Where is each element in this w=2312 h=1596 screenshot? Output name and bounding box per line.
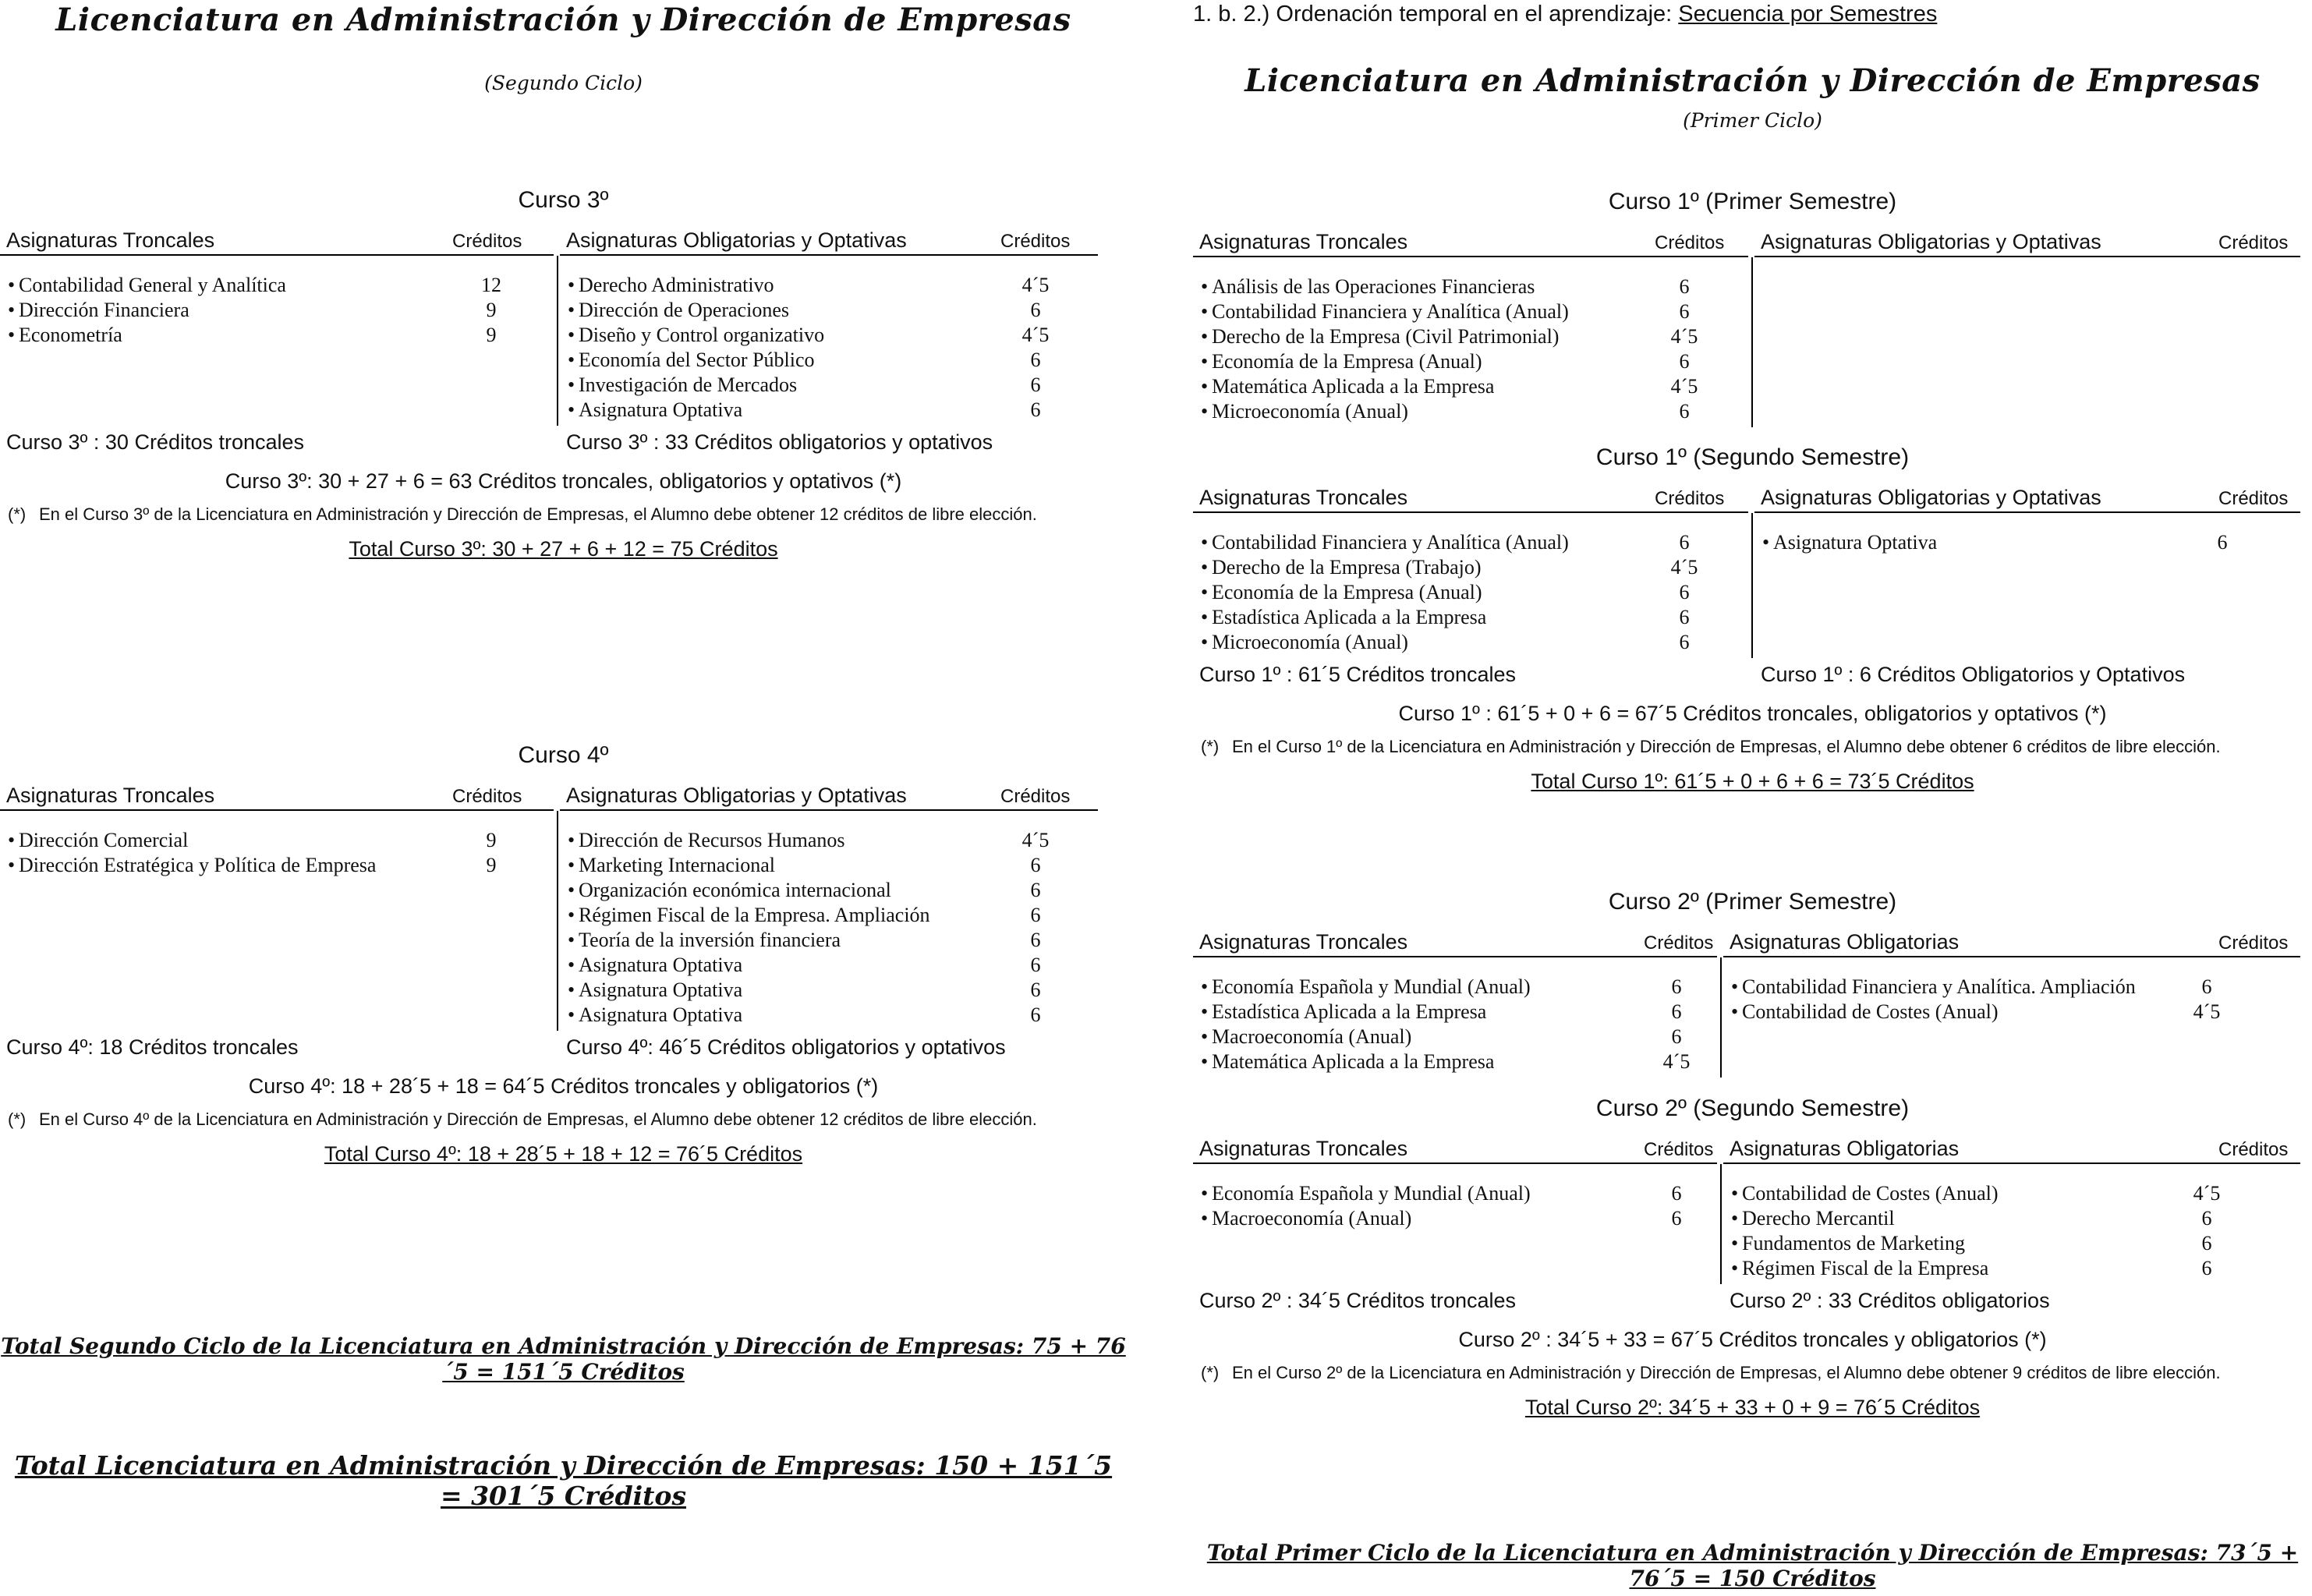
- subject-credits: 6: [1679, 531, 1690, 554]
- troncales-header: Asignaturas Troncales Créditos: [1193, 1133, 1717, 1164]
- troncal-row: • Dirección Estratégica y Política de Empresa 9: [0, 853, 554, 878]
- creditos-header: Créditos: [1000, 786, 1071, 807]
- subject-name: Economía de la Empresa (Anual): [1212, 581, 1482, 603]
- subject-name: Contabilidad Financiera y Analítica (Anual): [1212, 531, 1569, 554]
- obligatoria-row: • Organización económica internacional 6: [560, 878, 1098, 903]
- subject-credits: 6: [1030, 904, 1041, 926]
- subject-credits: 6: [1030, 954, 1041, 976]
- obligatoria-row: • Asignatura Optativa 6: [1754, 530, 2300, 555]
- subject-credits: 6: [1679, 350, 1690, 373]
- course-4: [0, 741, 1127, 1177]
- course-title: Curso 3º: [518, 187, 609, 213]
- course-summary: [1193, 1284, 2312, 1318]
- semester-2-2: [1193, 1094, 2312, 1431]
- subject-credits: 6: [1671, 1182, 1682, 1205]
- subject-name: Derecho Administrativo: [579, 274, 774, 296]
- semester-1-1: [1193, 187, 2312, 427]
- troncal-row: • Microeconomía (Anual) 6: [1193, 630, 1748, 655]
- subject-name: Contabilidad General y Analítica: [19, 274, 286, 296]
- course-table: [1193, 926, 2312, 1078]
- subject-credits: 4´5: [1021, 324, 1050, 346]
- column-divider: [1751, 513, 1753, 658]
- creditos-header: Créditos: [2218, 488, 2289, 509]
- creditos-header: Créditos: [1655, 488, 1725, 509]
- creditos-header: Créditos: [1644, 1139, 1714, 1160]
- obligatoria-row: • Marketing Internacional 6: [560, 853, 1098, 878]
- column-divider: [557, 811, 558, 1031]
- subject-name: Derecho Mercantil: [1742, 1207, 1895, 1230]
- subject-credits: 4´5: [1670, 325, 1698, 348]
- subject-credits: 12: [481, 274, 501, 296]
- troncal-row: • Economía de la Empresa (Anual) 6: [1193, 580, 1748, 605]
- course-table: [1193, 482, 2312, 658]
- subject-name: Estadística Aplicada a la Empresa: [1212, 606, 1487, 628]
- subject-name: Dirección Comercial: [19, 829, 189, 851]
- subject-name: Análisis de las Operaciones Financieras: [1212, 275, 1535, 298]
- course-summary: [1193, 658, 2312, 692]
- troncal-row: • Matemática Aplicada a la Empresa 4´5: [1193, 374, 1748, 399]
- subject-name: Matemática Aplicada a la Empresa: [1212, 375, 1495, 398]
- course-table: [0, 225, 1127, 426]
- subject-credits: 6: [1030, 854, 1041, 876]
- subject-credits: 6: [1679, 581, 1690, 603]
- creditos-header: Créditos: [452, 231, 522, 252]
- subject-credits: 6: [1671, 1000, 1682, 1023]
- course-total: Total Curso 1º: 61´5 + 0 + 6 + 6 = 73´5 Créditos: [1531, 770, 1974, 793]
- subject-credits: 6: [2201, 1207, 2212, 1230]
- left-page: [0, 0, 1127, 1596]
- creditos-header: Créditos: [2218, 232, 2289, 253]
- course-total: Total Curso 3º: 30 + 27 + 6 + 12 = 75 Créditos: [349, 537, 778, 561]
- course-3: [0, 186, 1127, 572]
- subject-name: Marketing Internacional: [579, 854, 775, 876]
- obligatoria-row: • Asignatura Optativa 6: [560, 1003, 1098, 1028]
- subject-name: Contabilidad de Costes (Anual): [1742, 1182, 1999, 1205]
- summary-obligatorios: Curso 1º : 6 Créditos Obligatorios y Optativos: [1761, 663, 2186, 686]
- column-divider: [1751, 257, 1753, 427]
- troncales-column: [0, 780, 554, 878]
- troncal-row: • Economía Española y Mundial (Anual) 6: [1193, 975, 1717, 1000]
- subject-credits: 4´5: [1021, 829, 1050, 851]
- subject-name: Economía del Sector Público: [579, 349, 815, 371]
- obligatoria-row: • Fundamentos de Marketing 6: [1723, 1231, 2300, 1256]
- semester-2-1: [1193, 887, 2312, 1078]
- column-divider: [1720, 1164, 1722, 1284]
- obligatoria-row: • Contabilidad de Costes (Anual) 4´5: [1723, 1000, 2300, 1024]
- troncal-row: • Análisis de las Operaciones Financieras 6: [1193, 274, 1748, 299]
- subject-credits: 6: [1671, 1207, 1682, 1230]
- obligatoria-row: • Dirección de Recursos Humanos 4´5: [560, 828, 1098, 853]
- subject-credits: 6: [2201, 1232, 2212, 1255]
- subject-name: Derecho de la Empresa (Civil Patrimonial): [1212, 325, 1560, 348]
- course-summary: [0, 426, 1127, 460]
- section-header-link: Secuencia por Semestres: [1678, 2, 1938, 27]
- right-subtitle: (Primer Ciclo): [1683, 109, 1822, 132]
- troncales-header: Asignaturas Troncales Créditos: [1193, 226, 1748, 257]
- obligatorias-column: [1723, 1133, 2300, 1281]
- troncales-column: [1193, 1133, 1717, 1231]
- troncal-row: • Matemática Aplicada a la Empresa 4´5: [1193, 1049, 1717, 1074]
- subject-credits: 6: [1679, 606, 1690, 628]
- section-header-prefix: 1. b. 2.) Ordenación temporal en el aprendizaje:: [1193, 2, 1679, 27]
- subject-name: Macroeconomía (Anual): [1212, 1025, 1412, 1048]
- subject-name: Dirección de Operaciones: [579, 299, 789, 321]
- subject-credits: 6: [1679, 400, 1690, 423]
- subject-credits: 6: [1679, 275, 1690, 298]
- subject-credits: 6: [1030, 879, 1041, 901]
- course-summary: [0, 1031, 1127, 1065]
- obligatoria-row: • Derecho Administrativo 4´5: [560, 273, 1098, 298]
- troncales-column: [1193, 226, 1748, 424]
- subject-name: Teoría de la inversión financiera: [579, 929, 841, 951]
- subject-name: Microeconomía (Anual): [1212, 631, 1408, 653]
- troncal-row: • Microeconomía (Anual) 6: [1193, 399, 1748, 424]
- subject-credits: 6: [1030, 349, 1041, 371]
- creditos-header: Créditos: [1655, 232, 1725, 253]
- left-subtitle: (Segundo Ciclo): [484, 72, 643, 94]
- summary-obligatorios: Curso 4º: 46´5 Créditos obligatorios y optativos: [566, 1035, 1006, 1059]
- summary-troncales: Curso 4º: 18 Créditos troncales: [6, 1035, 299, 1059]
- course-table: [1193, 1133, 2312, 1284]
- subject-name: Asignatura Optativa: [579, 978, 743, 1001]
- subject-credits: 6: [1671, 1025, 1682, 1048]
- troncal-row: • Macroeconomía (Anual) 6: [1193, 1024, 1717, 1049]
- libre-eleccion-note: (*) En el Curso 1º de la Licenciatura en Administración y Dirección de Empresas, el Alumno debe obtener 6 créditos de libre elección.: [1201, 737, 2221, 756]
- total-licenciatura: Total Licenciatura en Administración y Dirección de Empresas: 150 + 151´5 = 301´5 Créditos: [14, 1450, 1113, 1511]
- subject-credits: 9: [486, 854, 497, 876]
- summary-obligatorios: Curso 2º : 33 Créditos obligatorios: [1730, 1289, 2050, 1312]
- obligatorias-column: [1754, 226, 2300, 274]
- libre-eleccion-note: (*) En el Curso 2º de la Licenciatura en Administración y Dirección de Empresas, el Alumno debe obtener 9 créditos de libre elección.: [1201, 1363, 2221, 1382]
- subject-credits: 6: [2217, 531, 2228, 554]
- obligatoria-row: • Régimen Fiscal de la Empresa. Ampliación 6: [560, 903, 1098, 928]
- obligatoria-row: • Asignatura Optativa 6: [560, 953, 1098, 978]
- summary-obligatorios: Curso 3º : 33 Créditos obligatorios y optativos: [566, 430, 993, 454]
- course-title: Curso 1º (Segundo Semestre): [1595, 444, 1910, 470]
- creditos-header: Créditos: [2218, 932, 2289, 954]
- subject-credits: 4´5: [2193, 1000, 2221, 1023]
- obligatoria-row: • Régimen Fiscal de la Empresa 6: [1723, 1256, 2300, 1281]
- troncal-row: • Contabilidad Financiera y Analítica (Anual) 6: [1193, 299, 1748, 324]
- troncales-header: Asignaturas Troncales Créditos: [0, 225, 554, 256]
- obligatorias-header: Asignaturas Obligatorias y Optativas Créditos: [560, 225, 1098, 256]
- course-total: Total Curso 2º: 34´5 + 33 + 0 + 9 = 76´5 Créditos: [1524, 1396, 1981, 1419]
- troncal-row: • Macroeconomía (Anual) 6: [1193, 1206, 1717, 1231]
- obligatoria-row: • Derecho Mercantil 6: [1723, 1206, 2300, 1231]
- creditos-header: Créditos: [1000, 231, 1071, 252]
- troncal-row: • Dirección Comercial 9: [0, 828, 554, 853]
- obligatoria-row: • Asignatura Optativa 6: [560, 978, 1098, 1003]
- section-header: [1193, 2, 1937, 27]
- obligatoria-row: • Economía del Sector Público 6: [560, 348, 1098, 373]
- creditos-header: Créditos: [1644, 932, 1714, 954]
- creditos-header: Créditos: [452, 786, 522, 807]
- subject-name: Dirección de Recursos Humanos: [579, 829, 845, 851]
- troncal-row: • Contabilidad Financiera y Analítica (Anual) 6: [1193, 530, 1748, 555]
- subject-credits: 4´5: [1670, 556, 1698, 579]
- libre-eleccion-note: (*) En el Curso 4º de la Licenciatura en Administración y Dirección de Empresas, el Alumno debe obtener 12 créditos de libre elección.: [8, 1109, 1037, 1129]
- troncales-header: Asignaturas Troncales Créditos: [1193, 482, 1748, 513]
- subject-name: Contabilidad de Costes (Anual): [1742, 1000, 1999, 1023]
- subject-credits: 6: [1679, 300, 1690, 323]
- total-segundo-ciclo: Total Segundo Ciclo de la Licenciatura en Administración y Dirección de Empresas: 75 + 76´5 = 151´5 Créditos: [1, 1333, 1126, 1385]
- subject-name: Matemática Aplicada a la Empresa: [1212, 1050, 1495, 1073]
- subject-name: Contabilidad Financiera y Analítica. Ampliación: [1742, 975, 2136, 998]
- course-table: [0, 780, 1127, 1031]
- subject-credits: 9: [486, 324, 497, 346]
- subject-name: Macroeconomía (Anual): [1212, 1207, 1412, 1230]
- subject-credits: 9: [486, 829, 497, 851]
- obligatoria-row: • Contabilidad de Costes (Anual) 4´5: [1723, 1181, 2300, 1206]
- column-divider: [557, 256, 558, 426]
- left-title: Licenciatura en Administración y Dirección de Empresas: [55, 2, 1071, 38]
- subject-name: Dirección Estratégica y Política de Empresa: [19, 854, 377, 876]
- obligatoria-row: • Contabilidad Financiera y Analítica. Ampliación 6: [1723, 975, 2300, 1000]
- subject-credits: 4´5: [2193, 1182, 2221, 1205]
- subject-name: Fundamentos de Marketing: [1742, 1232, 1965, 1255]
- obligatorias-column: [1723, 926, 2300, 1024]
- subject-name: Organización económica internacional: [579, 879, 891, 901]
- obligatorias-header: Asignaturas Obligatorias y Optativas Créditos: [1754, 226, 2300, 257]
- subject-credits: 4´5: [1662, 1050, 1691, 1073]
- subject-credits: 6: [2201, 975, 2212, 998]
- summary-troncales: Curso 1º : 61´5 Créditos troncales: [1199, 663, 1517, 686]
- subject-name: Régimen Fiscal de la Empresa. Ampliación: [579, 904, 930, 926]
- summary-troncales: Curso 2º : 34´5 Créditos troncales: [1199, 1289, 1517, 1312]
- subject-credits: 6: [1030, 1003, 1041, 1026]
- obligatoria-row: • Asignatura Optativa 6: [560, 398, 1098, 423]
- troncales-header: Asignaturas Troncales Créditos: [0, 780, 554, 811]
- subject-credits: 6: [1030, 299, 1041, 321]
- obligatorias-column: [560, 780, 1098, 1028]
- column-divider: [1720, 957, 1722, 1078]
- subject-credits: 4´5: [1670, 375, 1698, 398]
- total-primer-ciclo: Total Primer Ciclo de la Licenciatura en Administración y Dirección de Empresas: 73´5 + 76´5 = 150 Créditos: [1206, 1540, 2299, 1591]
- subject-name: Diseño y Control organizativo: [579, 324, 825, 346]
- obligatoria-row: • Investigación de Mercados 6: [560, 373, 1098, 398]
- subject-credits: 6: [1030, 398, 1041, 421]
- obligatoria-row: • Dirección de Operaciones 6: [560, 298, 1098, 323]
- course-total: Total Curso 4º: 18 + 28´5 + 18 + 12 = 76´5 Créditos: [324, 1142, 803, 1166]
- subject-credits: 9: [486, 299, 497, 321]
- subject-name: Asignatura Optativa: [579, 398, 743, 421]
- subject-credits: 4´5: [1021, 274, 1050, 296]
- course-table: [1193, 226, 2312, 427]
- subject-name: Régimen Fiscal de la Empresa: [1742, 1257, 1989, 1279]
- troncales-column: [1193, 926, 1717, 1074]
- troncal-row: • Derecho de la Empresa (Civil Patrimonial) 4´5: [1193, 324, 1748, 349]
- troncal-row: • Contabilidad General y Analítica 12: [0, 273, 554, 298]
- subject-credits: 6: [1030, 978, 1041, 1001]
- troncales-column: [1193, 482, 1748, 655]
- subject-name: Contabilidad Financiera y Analítica (Anual): [1212, 300, 1569, 323]
- subject-name: Asignatura Optativa: [579, 954, 743, 976]
- troncal-row: • Estadística Aplicada a la Empresa 6: [1193, 605, 1748, 630]
- credits-formula: Curso 4º: 18 + 28´5 + 18 = 64´5 Créditos troncales y obligatorios (*): [248, 1074, 879, 1098]
- subject-name: Asignatura Optativa: [1773, 531, 1938, 554]
- right-page: [1193, 0, 2312, 1596]
- right-title: Licenciatura en Administración y Dirección de Empresas: [1245, 62, 2261, 99]
- subject-name: Derecho de la Empresa (Trabajo): [1212, 556, 1482, 579]
- course-title: Curso 2º (Primer Semestre): [1608, 889, 1897, 915]
- obligatorias-header: Asignaturas Obligatorias Créditos: [1723, 926, 2300, 957]
- subject-credits: 6: [1671, 975, 1682, 998]
- obligatorias-header: Asignaturas Obligatorias y Optativas Créditos: [1754, 482, 2300, 513]
- credits-formula: Curso 2º : 34´5 + 33 = 67´5 Créditos troncales y obligatorios (*): [1458, 1328, 2047, 1351]
- troncales-column: [0, 225, 554, 348]
- subject-name: Estadística Aplicada a la Empresa: [1212, 1000, 1487, 1023]
- troncal-row: • Economía de la Empresa (Anual) 6: [1193, 349, 1748, 374]
- credits-formula: Curso 3º: 30 + 27 + 6 = 63 Créditos troncales, obligatorios y optativos (*): [225, 469, 902, 493]
- troncal-row: • Estadística Aplicada a la Empresa 6: [1193, 1000, 1717, 1024]
- subject-name: Economía de la Empresa (Anual): [1212, 350, 1482, 373]
- subject-name: Asignatura Optativa: [579, 1003, 743, 1026]
- course-title: Curso 2º (Segundo Semestre): [1595, 1095, 1910, 1121]
- subject-name: Dirección Financiera: [19, 299, 189, 321]
- obligatoria-row: • Diseño y Control organizativo 4´5: [560, 323, 1098, 348]
- obligatorias-column: [1754, 482, 2300, 555]
- subject-name: Economía Española y Mundial (Anual): [1212, 1182, 1531, 1205]
- subject-name: Investigación de Mercados: [579, 373, 798, 396]
- course-title: Curso 1º (Primer Semestre): [1608, 189, 1897, 214]
- troncal-row: • Economía Española y Mundial (Anual) 6: [1193, 1181, 1717, 1206]
- summary-troncales: Curso 3º : 30 Créditos troncales: [6, 430, 305, 454]
- subject-name: Microeconomía (Anual): [1212, 400, 1408, 423]
- subject-credits: 6: [2201, 1257, 2212, 1279]
- obligatoria-row: • Teoría de la inversión financiera 6: [560, 928, 1098, 953]
- creditos-header: Créditos: [2218, 1139, 2289, 1160]
- semester-1-2: [1193, 443, 2312, 805]
- subject-name: Econometría: [19, 324, 122, 346]
- troncal-row: • Dirección Financiera 9: [0, 298, 554, 323]
- credits-formula: Curso 1º : 61´5 + 0 + 6 = 67´5 Créditos troncales, obligatorios y optativos (*): [1398, 702, 2107, 725]
- subject-credits: 6: [1030, 929, 1041, 951]
- troncal-row: • Econometría 9: [0, 323, 554, 348]
- subject-credits: 6: [1679, 631, 1690, 653]
- troncal-row: • Derecho de la Empresa (Trabajo) 4´5: [1193, 555, 1748, 580]
- obligatorias-header: Asignaturas Obligatorias y Optativas Créditos: [560, 780, 1098, 811]
- obligatorias-column: [560, 225, 1098, 423]
- troncales-header: Asignaturas Troncales Créditos: [1193, 926, 1717, 957]
- libre-eleccion-note: (*) En el Curso 3º de la Licenciatura en Administración y Dirección de Empresas, el Alumno debe obtener 12 créditos de libre elección.: [8, 504, 1037, 524]
- subject-name: Economía Española y Mundial (Anual): [1212, 975, 1531, 998]
- obligatorias-header: Asignaturas Obligatorias Créditos: [1723, 1133, 2300, 1164]
- course-title: Curso 4º: [518, 742, 609, 768]
- subject-credits: 6: [1030, 373, 1041, 396]
